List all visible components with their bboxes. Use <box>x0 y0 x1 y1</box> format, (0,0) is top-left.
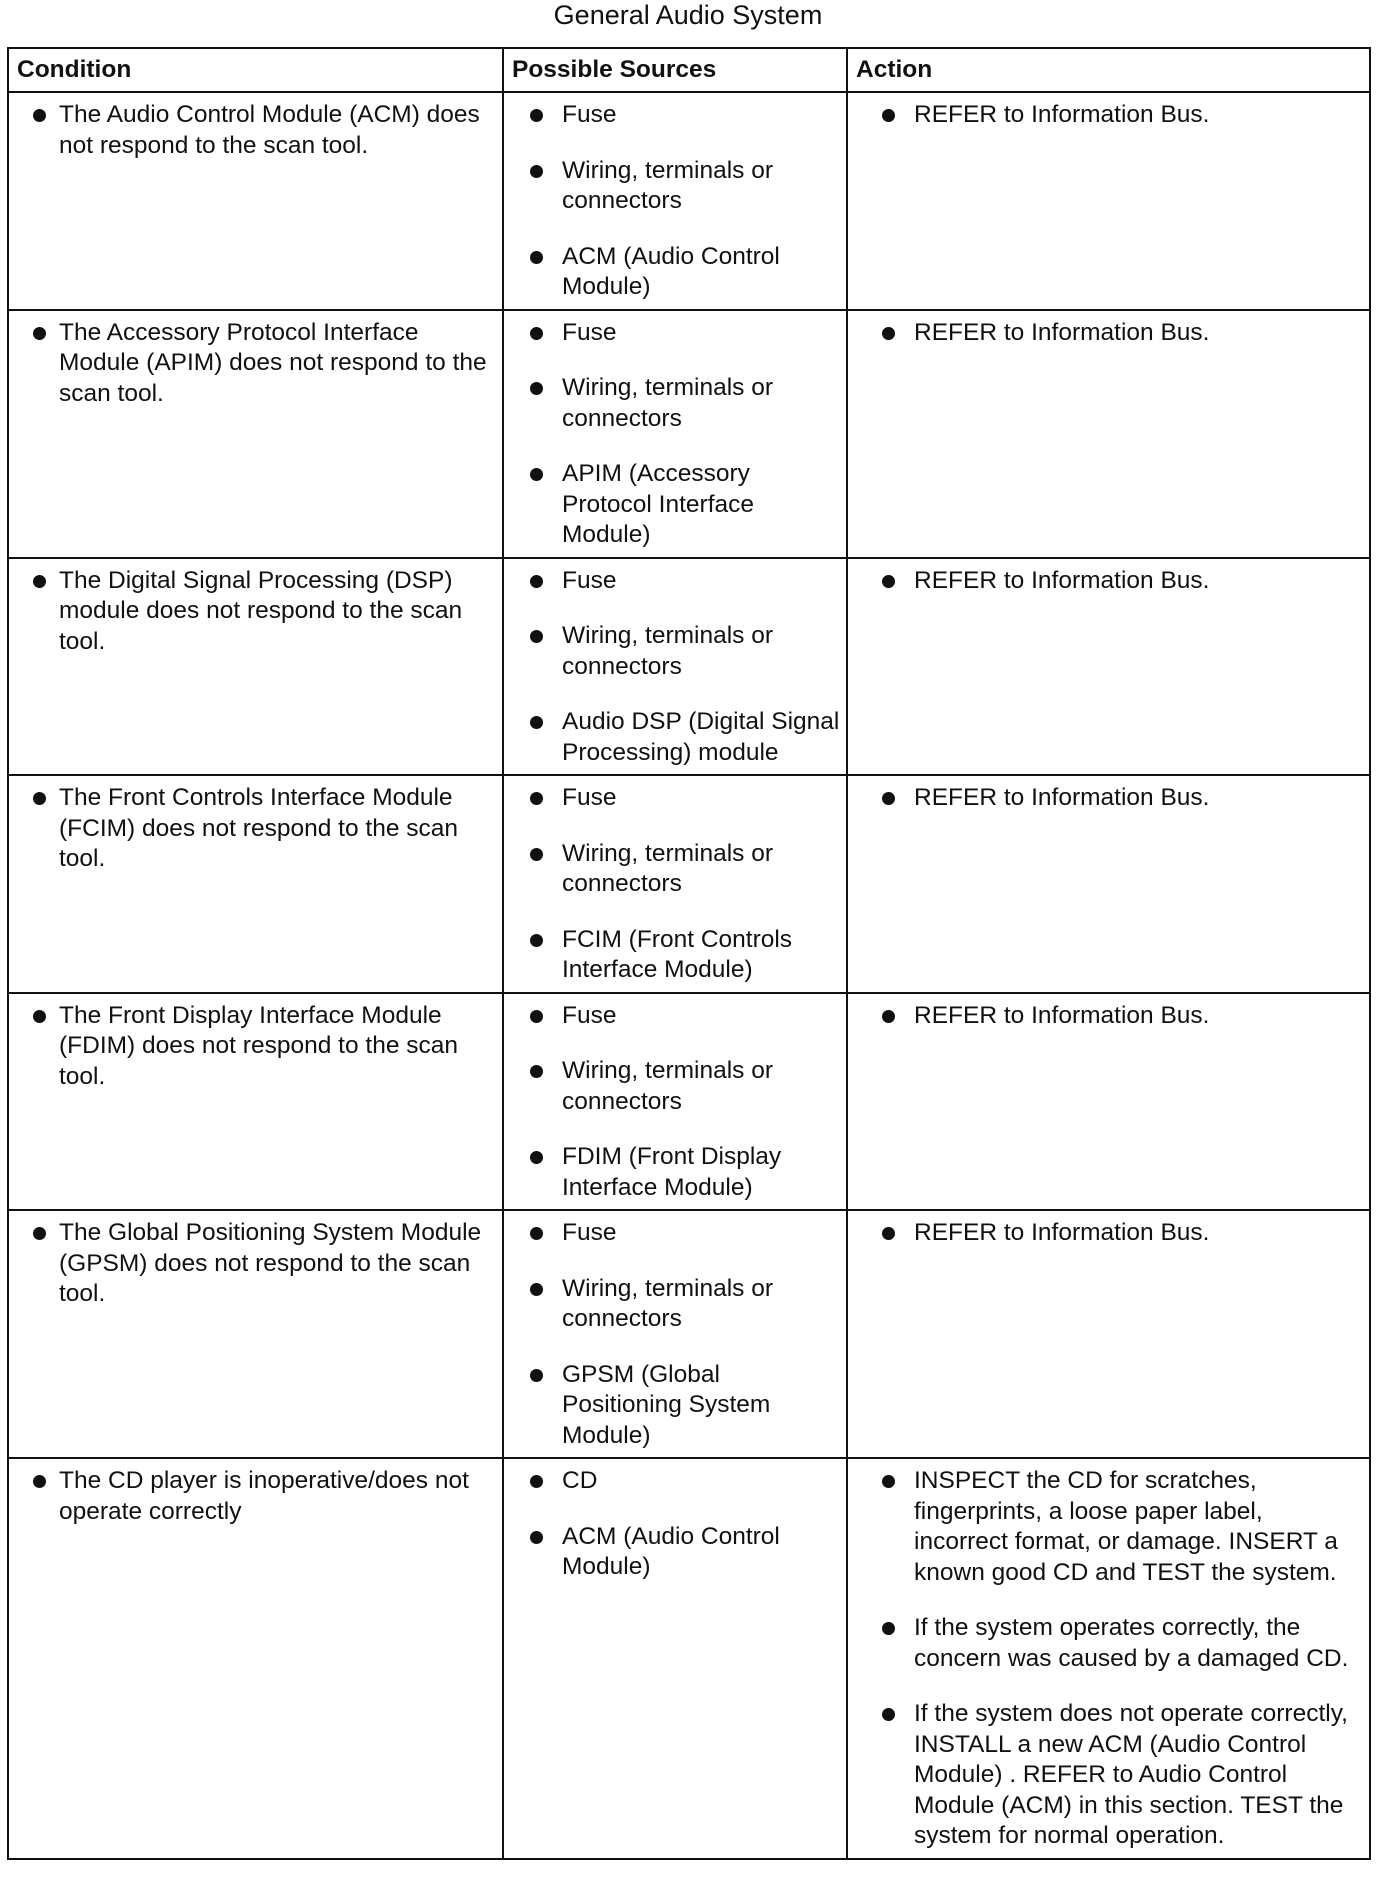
diagnostic-table <box>7 47 1371 1860</box>
action-cell <box>847 1458 1370 1859</box>
bullet-list <box>858 1218 1363 1249</box>
table-row <box>8 92 1370 310</box>
table-row <box>8 1458 1370 1859</box>
bullet-list <box>19 783 496 875</box>
sources-cell <box>503 92 847 310</box>
action-item: REFER to Information Bus. <box>858 1001 1363 1032</box>
source-item: FCIM (Front Controls Interface Module) <box>514 925 840 986</box>
source-item: FDIM (Front Display Interface Module) <box>514 1142 840 1203</box>
source-item: ACM (Audio Control Module) <box>514 1522 840 1583</box>
header-condition: Condition <box>8 48 503 92</box>
table-row <box>8 558 1370 776</box>
action-item: REFER to Information Bus. <box>858 783 1363 814</box>
bullet-list <box>858 783 1363 814</box>
action-item: REFER to Information Bus. <box>858 566 1363 597</box>
source-item: Fuse <box>514 1001 840 1032</box>
bullet-list <box>858 566 1363 597</box>
condition-item: The Front Controls Interface Module (FCIM) does not respond to the scan tool. <box>19 783 496 875</box>
header-possible-sources: Possible Sources <box>503 48 847 92</box>
bullet-list <box>514 783 840 986</box>
action-item: REFER to Information Bus. <box>858 318 1363 349</box>
action-item: If the system does not operate correctly, INSTALL a new ACM (Audio Control Module) . REFER to Audio Control Module (ACM) in this section. TEST the system for normal operation. <box>858 1699 1363 1852</box>
condition-cell <box>8 775 503 993</box>
bullet-list <box>858 100 1363 131</box>
source-item: Audio DSP (Digital Signal Processing) module <box>514 707 840 768</box>
action-item: REFER to Information Bus. <box>858 1218 1363 1249</box>
bullet-list <box>514 100 840 303</box>
condition-item: The Global Positioning System Module (GPSM) does not respond to the scan tool. <box>19 1218 496 1310</box>
action-item: REFER to Information Bus. <box>858 100 1363 131</box>
sources-cell <box>503 993 847 1211</box>
action-cell <box>847 993 1370 1211</box>
table-header-row <box>8 48 1370 92</box>
header-action: Action <box>847 48 1370 92</box>
source-item: Fuse <box>514 1218 840 1249</box>
sources-cell <box>503 1458 847 1859</box>
bullet-list <box>514 1001 840 1204</box>
action-cell <box>847 775 1370 993</box>
sources-cell <box>503 310 847 558</box>
bullet-list <box>514 318 840 551</box>
bullet-list <box>514 566 840 769</box>
source-item: APIM (Accessory Protocol Interface Module) <box>514 459 840 551</box>
condition-item: The Accessory Protocol Interface Module (APIM) does not respond to the scan tool. <box>19 318 496 410</box>
page-title: General Audio System <box>553 0 823 30</box>
bullet-list <box>19 100 496 161</box>
condition-item: The Audio Control Module (ACM) does not respond to the scan tool. <box>19 100 496 161</box>
action-cell <box>847 310 1370 558</box>
source-item: Fuse <box>514 318 840 349</box>
action-cell <box>847 92 1370 310</box>
source-item: Fuse <box>514 100 840 131</box>
table-row <box>8 1210 1370 1458</box>
action-item: INSPECT the CD for scratches, fingerprints, a loose paper label, incorrect format, or damage. INSERT a known good CD and TEST the system. <box>858 1466 1363 1588</box>
source-item: Fuse <box>514 566 840 597</box>
condition-cell <box>8 558 503 776</box>
action-cell <box>847 1210 1370 1458</box>
source-item: ACM (Audio Control Module) <box>514 242 840 303</box>
sources-cell <box>503 1210 847 1458</box>
source-item: Wiring, terminals or connectors <box>514 1274 840 1335</box>
bullet-list <box>858 1466 1363 1852</box>
condition-item: The Digital Signal Processing (DSP) module does not respond to the scan tool. <box>19 566 496 658</box>
source-item: Wiring, terminals or connectors <box>514 373 840 434</box>
bullet-list <box>19 566 496 658</box>
source-item: Wiring, terminals or connectors <box>514 839 840 900</box>
condition-cell <box>8 310 503 558</box>
condition-item: The CD player is inoperative/does not operate correctly <box>19 1466 496 1527</box>
condition-cell <box>8 1210 503 1458</box>
source-item: Wiring, terminals or connectors <box>514 156 840 217</box>
condition-cell <box>8 993 503 1211</box>
bullet-list <box>514 1466 840 1583</box>
bullet-list <box>858 1001 1363 1032</box>
bullet-list <box>514 1218 840 1451</box>
bullet-list <box>19 1001 496 1093</box>
source-item: CD <box>514 1466 840 1497</box>
table-row <box>8 775 1370 993</box>
source-item: GPSM (Global Positioning System Module) <box>514 1360 840 1452</box>
bullet-list <box>858 318 1363 349</box>
condition-cell <box>8 92 503 310</box>
bullet-list <box>19 1218 496 1310</box>
bullet-list <box>19 1466 496 1527</box>
bullet-list <box>19 318 496 410</box>
sources-cell <box>503 558 847 776</box>
table-row <box>8 993 1370 1211</box>
action-cell <box>847 558 1370 776</box>
condition-cell <box>8 1458 503 1859</box>
source-item: Wiring, terminals or connectors <box>514 621 840 682</box>
sources-cell <box>503 775 847 993</box>
condition-item: The Front Display Interface Module (FDIM) does not respond to the scan tool. <box>19 1001 496 1093</box>
table-row <box>8 310 1370 558</box>
table-body <box>8 92 1370 1859</box>
source-item: Fuse <box>514 783 840 814</box>
action-item: If the system operates correctly, the concern was caused by a damaged CD. <box>858 1613 1363 1674</box>
source-item: Wiring, terminals or connectors <box>514 1056 840 1117</box>
